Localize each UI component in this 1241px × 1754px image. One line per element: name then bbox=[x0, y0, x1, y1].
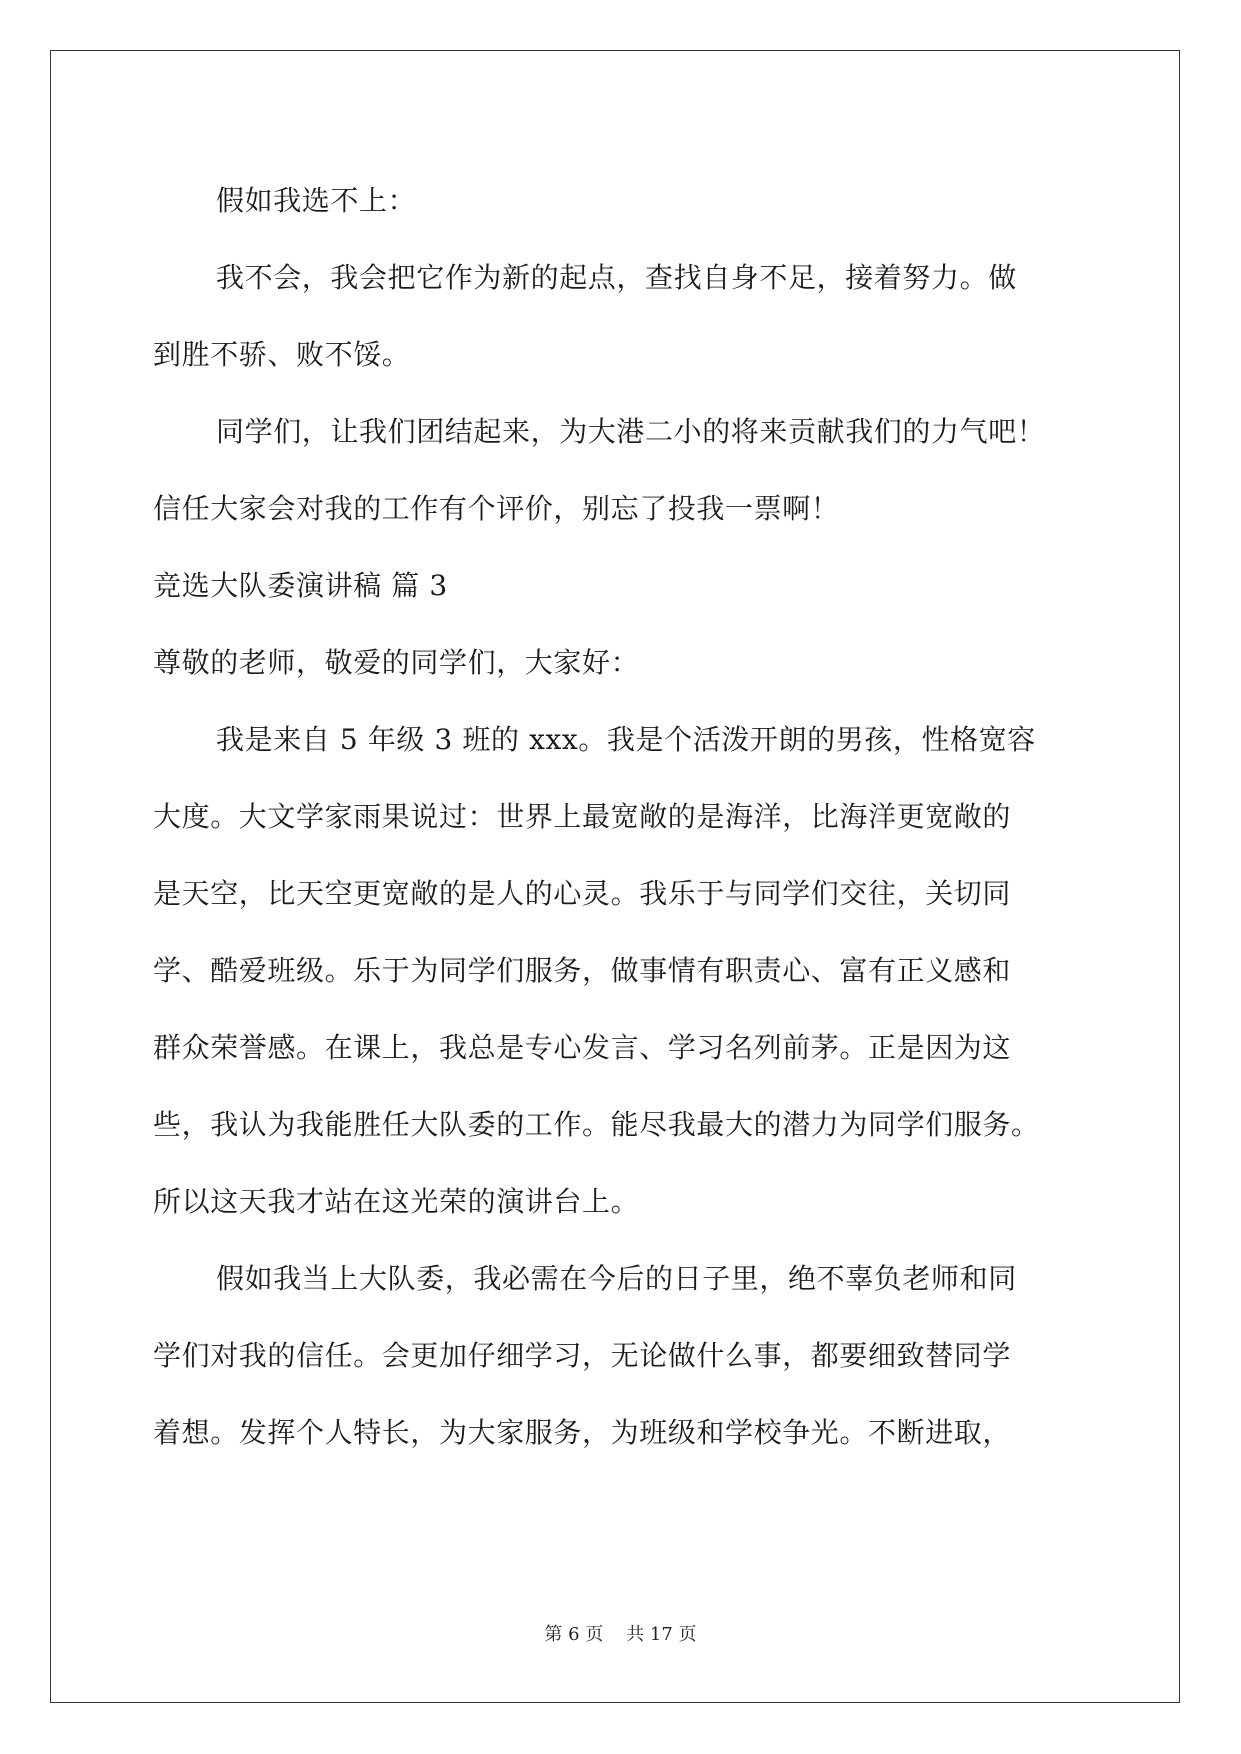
paragraph-line: 到胜不骄、败不馁。 bbox=[153, 338, 411, 371]
paragraph-line: 信任大家会对我的工作有个评价，别忘了投我一票啊！ bbox=[153, 492, 840, 525]
section-heading: 竞选大队委演讲稿 篇 3 bbox=[153, 569, 448, 602]
paragraph-line: 些，我认为我能胜任大队委的工作。能尽我最大的潜力为同学们服务。 bbox=[153, 1108, 1040, 1141]
paragraph-line: 学、酷爱班级。乐于为同学们服务，做事情有职责心、富有正义感和 bbox=[153, 954, 1012, 987]
paragraph-line: 假如我当上大队委，我必需在今后的日子里，绝不辜负老师和同 bbox=[216, 1262, 1017, 1295]
paragraph-line: 我是来自 5 年级 3 班的 xxx。我是个活泼开朗的男孩，性格宽容 bbox=[216, 723, 1036, 756]
paragraph-line: 所以这天我才站在这光荣的演讲台上。 bbox=[153, 1185, 640, 1218]
salutation-line: 尊敬的老师，敬爱的同学们，大家好： bbox=[153, 646, 640, 679]
paragraph-line: 群众荣誉感。在课上，我总是专心发言、学习名列前茅。正是因为这 bbox=[153, 1031, 1012, 1064]
document-body bbox=[153, 162, 1093, 1471]
paragraph-line: 学们对我的信任。会更加仔细学习，无论做什么事，都要细致替同学 bbox=[153, 1339, 1012, 1372]
paragraph-line: 大度。大文学家雨果说过：世界上最宽敞的是海洋，比海洋更宽敞的 bbox=[153, 800, 1012, 833]
page-number-footer: 第 6 页 共 17 页 bbox=[544, 1624, 697, 1645]
paragraph-line: 假如我选不上： bbox=[216, 184, 417, 217]
paragraph-line: 同学们，让我们团结起来，为大港二小的将来贡献我们的力气吧！ bbox=[216, 415, 1046, 448]
paragraph-line: 是天空，比天空更宽敞的是人的心灵。我乐于与同学们交往，关切同 bbox=[153, 877, 1012, 910]
paragraph-line: 着想。发挥个人特长，为大家服务，为班级和学校争光。不断进取， bbox=[153, 1416, 1012, 1449]
paragraph-line: 我不会，我会把它作为新的起点，查找自身不足，接着努力。做 bbox=[216, 261, 1017, 294]
